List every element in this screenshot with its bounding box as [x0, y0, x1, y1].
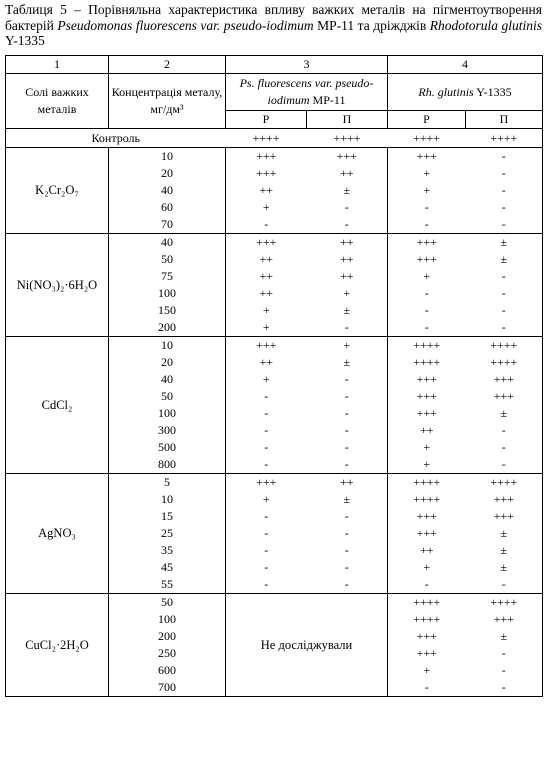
header-col-number: 2: [109, 56, 226, 74]
value-cell: ++: [259, 269, 274, 283]
value-cell: -: [466, 645, 543, 662]
table-row: [6, 594, 543, 612]
value-cell: +: [388, 456, 466, 474]
value-cell: -: [466, 422, 543, 439]
value-cell: -: [264, 560, 269, 574]
value-cell: -: [466, 319, 543, 337]
control-label: Контроль: [6, 129, 226, 148]
value-cell: +++: [256, 166, 277, 180]
value-cell: -: [307, 371, 388, 388]
concentration-cell: 35: [109, 542, 226, 559]
value-cell: -: [226, 576, 307, 594]
concentration-cell: 50: [109, 251, 226, 268]
value-cell: -: [466, 285, 543, 302]
value-cell: -: [466, 268, 543, 285]
concentration-cell: 200: [109, 628, 226, 645]
value-cell: -: [466, 182, 543, 199]
caption-mid: МР-11 та дріжджів: [313, 17, 430, 33]
header-rhodotorula-name: Rh. glutinis: [418, 84, 474, 99]
table-row: [6, 234, 543, 252]
concentration-cell: 100: [109, 611, 226, 628]
value-cell: -: [424, 286, 429, 300]
concentration-cell: 100: [109, 405, 226, 422]
value-cell: +++: [416, 149, 437, 163]
value-cell: +++: [416, 646, 437, 660]
value-cell: +++: [307, 148, 388, 166]
salt-name: CdCl₂: [6, 337, 109, 474]
concentration-cell: 75: [109, 268, 226, 285]
value-cell: ++: [419, 543, 434, 557]
value-cell: +: [423, 269, 431, 283]
value-cell: ++++: [413, 475, 441, 489]
value-cell: +++: [466, 508, 543, 525]
value-cell: +: [423, 166, 431, 180]
value-cell: ++: [419, 423, 434, 437]
header-main-row: [6, 74, 543, 111]
header-rhodotorula-strain: Y-1335: [473, 84, 512, 99]
value-cell: ++++: [413, 338, 441, 352]
table-caption: [5, 2, 542, 49]
concentration-cell: 25: [109, 525, 226, 542]
value-cell: ±: [466, 559, 543, 576]
header-sub-p: Р: [388, 111, 466, 129]
concentration-cell: 70: [109, 216, 226, 234]
value-cell: +: [307, 285, 388, 302]
concentration-cell: 100: [109, 285, 226, 302]
concentration-cell: 50: [109, 388, 226, 405]
value-cell: ±: [466, 234, 543, 252]
value-cell: +++: [466, 611, 543, 628]
value-cell: +: [262, 303, 270, 317]
results-table: [5, 55, 543, 697]
value-cell: +: [307, 337, 388, 355]
control-value: ++++: [388, 129, 466, 148]
value-cell: ++++: [466, 474, 543, 492]
salt-name: Ni(NO₃)₂·6H₂O: [6, 234, 109, 337]
concentration-cell: 20: [109, 165, 226, 182]
header-sub-pi: П: [466, 111, 543, 129]
header-pseudomonas-name: Ps. fluorescens var. pseudo-iodimum: [239, 76, 374, 107]
value-cell: ±: [466, 628, 543, 645]
value-cell: ++++: [466, 354, 543, 371]
value-cell: ±: [466, 251, 543, 268]
value-cell: ++: [259, 286, 274, 300]
value-cell: ++++: [413, 595, 441, 609]
value-cell: +++: [466, 388, 543, 405]
value-cell: -: [307, 542, 388, 559]
header-concentration: [109, 74, 226, 129]
value-cell: +++: [416, 629, 437, 643]
value-cell: +: [423, 560, 431, 574]
value-cell: -: [424, 200, 429, 214]
value-cell: ±: [466, 525, 543, 542]
value-cell: +++: [416, 389, 437, 403]
value-cell: -: [307, 319, 388, 337]
value-cell: -: [424, 303, 429, 317]
value-cell: +++: [416, 372, 437, 386]
value-cell: -: [466, 456, 543, 474]
concentration-cell: 600: [109, 662, 226, 679]
value-cell: -: [307, 199, 388, 216]
concentration-cell: 250: [109, 645, 226, 662]
value-cell: ++++: [466, 594, 543, 612]
value-cell: ++++: [413, 612, 441, 626]
caption-suffix: Y-1335: [5, 33, 45, 48]
value-cell: +++: [466, 371, 543, 388]
value-cell: ++++: [413, 492, 441, 506]
value-cell: +++: [256, 338, 277, 352]
concentration-cell: 40: [109, 182, 226, 199]
salt-name: AgNO₃: [6, 474, 109, 594]
control-row: [6, 129, 543, 148]
concentration-cell: 60: [109, 199, 226, 216]
value-cell: +++: [416, 252, 437, 266]
concentration-cell: 150: [109, 302, 226, 319]
control-value: ++++: [307, 129, 388, 148]
value-cell: -: [264, 406, 269, 420]
concentration-cell: 40: [109, 234, 226, 252]
value-cell: ±: [307, 302, 388, 319]
value-cell: -: [307, 559, 388, 576]
concentration-cell: 300: [109, 422, 226, 439]
value-cell: +: [262, 200, 270, 214]
value-cell: -: [264, 389, 269, 403]
header-rhodotorula: [388, 74, 543, 111]
salt-name: CuCl₂·2H₂O: [6, 594, 109, 697]
value-cell: -: [466, 439, 543, 456]
value-cell: +++: [466, 491, 543, 508]
concentration-cell: 15: [109, 508, 226, 525]
header-col-number: 4: [388, 56, 543, 74]
value-cell: +++: [256, 475, 277, 489]
header-sub-pi: П: [307, 111, 388, 129]
value-cell: -: [264, 440, 269, 454]
concentration-cell: 5: [109, 474, 226, 492]
value-cell: -: [226, 456, 307, 474]
value-cell: -: [264, 509, 269, 523]
value-cell: ±: [307, 182, 388, 199]
value-cell: +: [262, 492, 270, 506]
concentration-cell: 40: [109, 371, 226, 388]
value-cell: +: [423, 440, 431, 454]
value-cell: ++: [259, 252, 274, 266]
value-cell: -: [307, 508, 388, 525]
value-cell: -: [388, 216, 466, 234]
results-table-body: [6, 56, 543, 697]
caption-prefix: Таблиця 5 – Порівняльна характеристика впливу важких металів на пігментоутворення бактерій: [5, 2, 542, 33]
value-cell: ±: [307, 354, 388, 371]
header-number-row: [6, 56, 543, 74]
value-cell: ±: [466, 542, 543, 559]
value-cell: -: [466, 216, 543, 234]
value-cell: +++: [416, 406, 437, 420]
value-cell: -: [466, 576, 543, 594]
value-cell: -: [264, 423, 269, 437]
value-cell: -: [466, 302, 543, 319]
value-cell: -: [388, 576, 466, 594]
value-cell: ++: [307, 251, 388, 268]
value-cell: ±: [466, 405, 543, 422]
concentration-cell: 700: [109, 679, 226, 697]
concentration-cell: 10: [109, 148, 226, 166]
caption-species-1: Pseudomonas fluorescens var. pseudo-iodimum: [57, 17, 314, 33]
header-salts: Солі важких металів: [6, 74, 109, 129]
value-cell: -: [307, 456, 388, 474]
value-cell: -: [388, 319, 466, 337]
concentration-cell: 10: [109, 337, 226, 355]
header-concentration-text: Концентрація металу, мг/дм³: [111, 85, 223, 116]
control-value: ++++: [226, 129, 307, 148]
concentration-cell: 500: [109, 439, 226, 456]
concentration-cell: 45: [109, 559, 226, 576]
value-cell: -: [466, 165, 543, 182]
concentration-cell: 20: [109, 354, 226, 371]
header-sub-p: Р: [226, 111, 307, 129]
value-cell: +++: [416, 235, 437, 249]
value-cell: +: [226, 319, 307, 337]
concentration-cell: 200: [109, 319, 226, 337]
value-cell: ++++: [466, 337, 543, 355]
value-cell: -: [307, 422, 388, 439]
value-cell: -: [264, 526, 269, 540]
value-cell: -: [307, 405, 388, 422]
value-cell: ++: [307, 234, 388, 252]
value-cell: ++: [307, 165, 388, 182]
value-cell: -: [307, 525, 388, 542]
concentration-cell: 10: [109, 491, 226, 508]
value-cell: +++: [256, 149, 277, 163]
value-cell: ++: [307, 474, 388, 492]
header-pseudomonas-strain: МР-11: [309, 93, 346, 107]
value-cell: ++++: [413, 355, 441, 369]
value-cell: ±: [307, 491, 388, 508]
table-row: [6, 337, 543, 355]
value-cell: +: [423, 183, 431, 197]
header-pseudomonas: [226, 74, 388, 111]
concentration-cell: 50: [109, 594, 226, 612]
control-value: ++++: [466, 129, 543, 148]
value-cell: -: [466, 199, 543, 216]
salt-name: K₂Cr₂O₇: [6, 148, 109, 234]
table-row: [6, 474, 543, 492]
header-col-number: 1: [6, 56, 109, 74]
value-cell: -: [307, 388, 388, 405]
value-cell: ++: [259, 183, 274, 197]
value-cell: -: [466, 662, 543, 679]
value-cell: +++: [416, 526, 437, 540]
value-cell: -: [307, 576, 388, 594]
value-cell: +: [262, 372, 270, 386]
not-studied-cell: Не досліджували: [226, 594, 388, 697]
value-cell: -: [307, 216, 388, 234]
value-cell: ++: [259, 355, 274, 369]
concentration-cell: 800: [109, 456, 226, 474]
value-cell: -: [388, 679, 466, 697]
value-cell: +++: [416, 509, 437, 523]
table-row: [6, 148, 543, 166]
value-cell: -: [307, 439, 388, 456]
value-cell: -: [466, 679, 543, 697]
value-cell: -: [466, 148, 543, 166]
value-cell: ++: [307, 268, 388, 285]
value-cell: -: [226, 216, 307, 234]
value-cell: +++: [256, 235, 277, 249]
concentration-cell: 55: [109, 576, 226, 594]
caption-species-2: Rhodotorula glutinis: [429, 17, 542, 33]
value-cell: +: [423, 663, 431, 677]
header-col-number: 3: [226, 56, 388, 74]
value-cell: -: [264, 543, 269, 557]
